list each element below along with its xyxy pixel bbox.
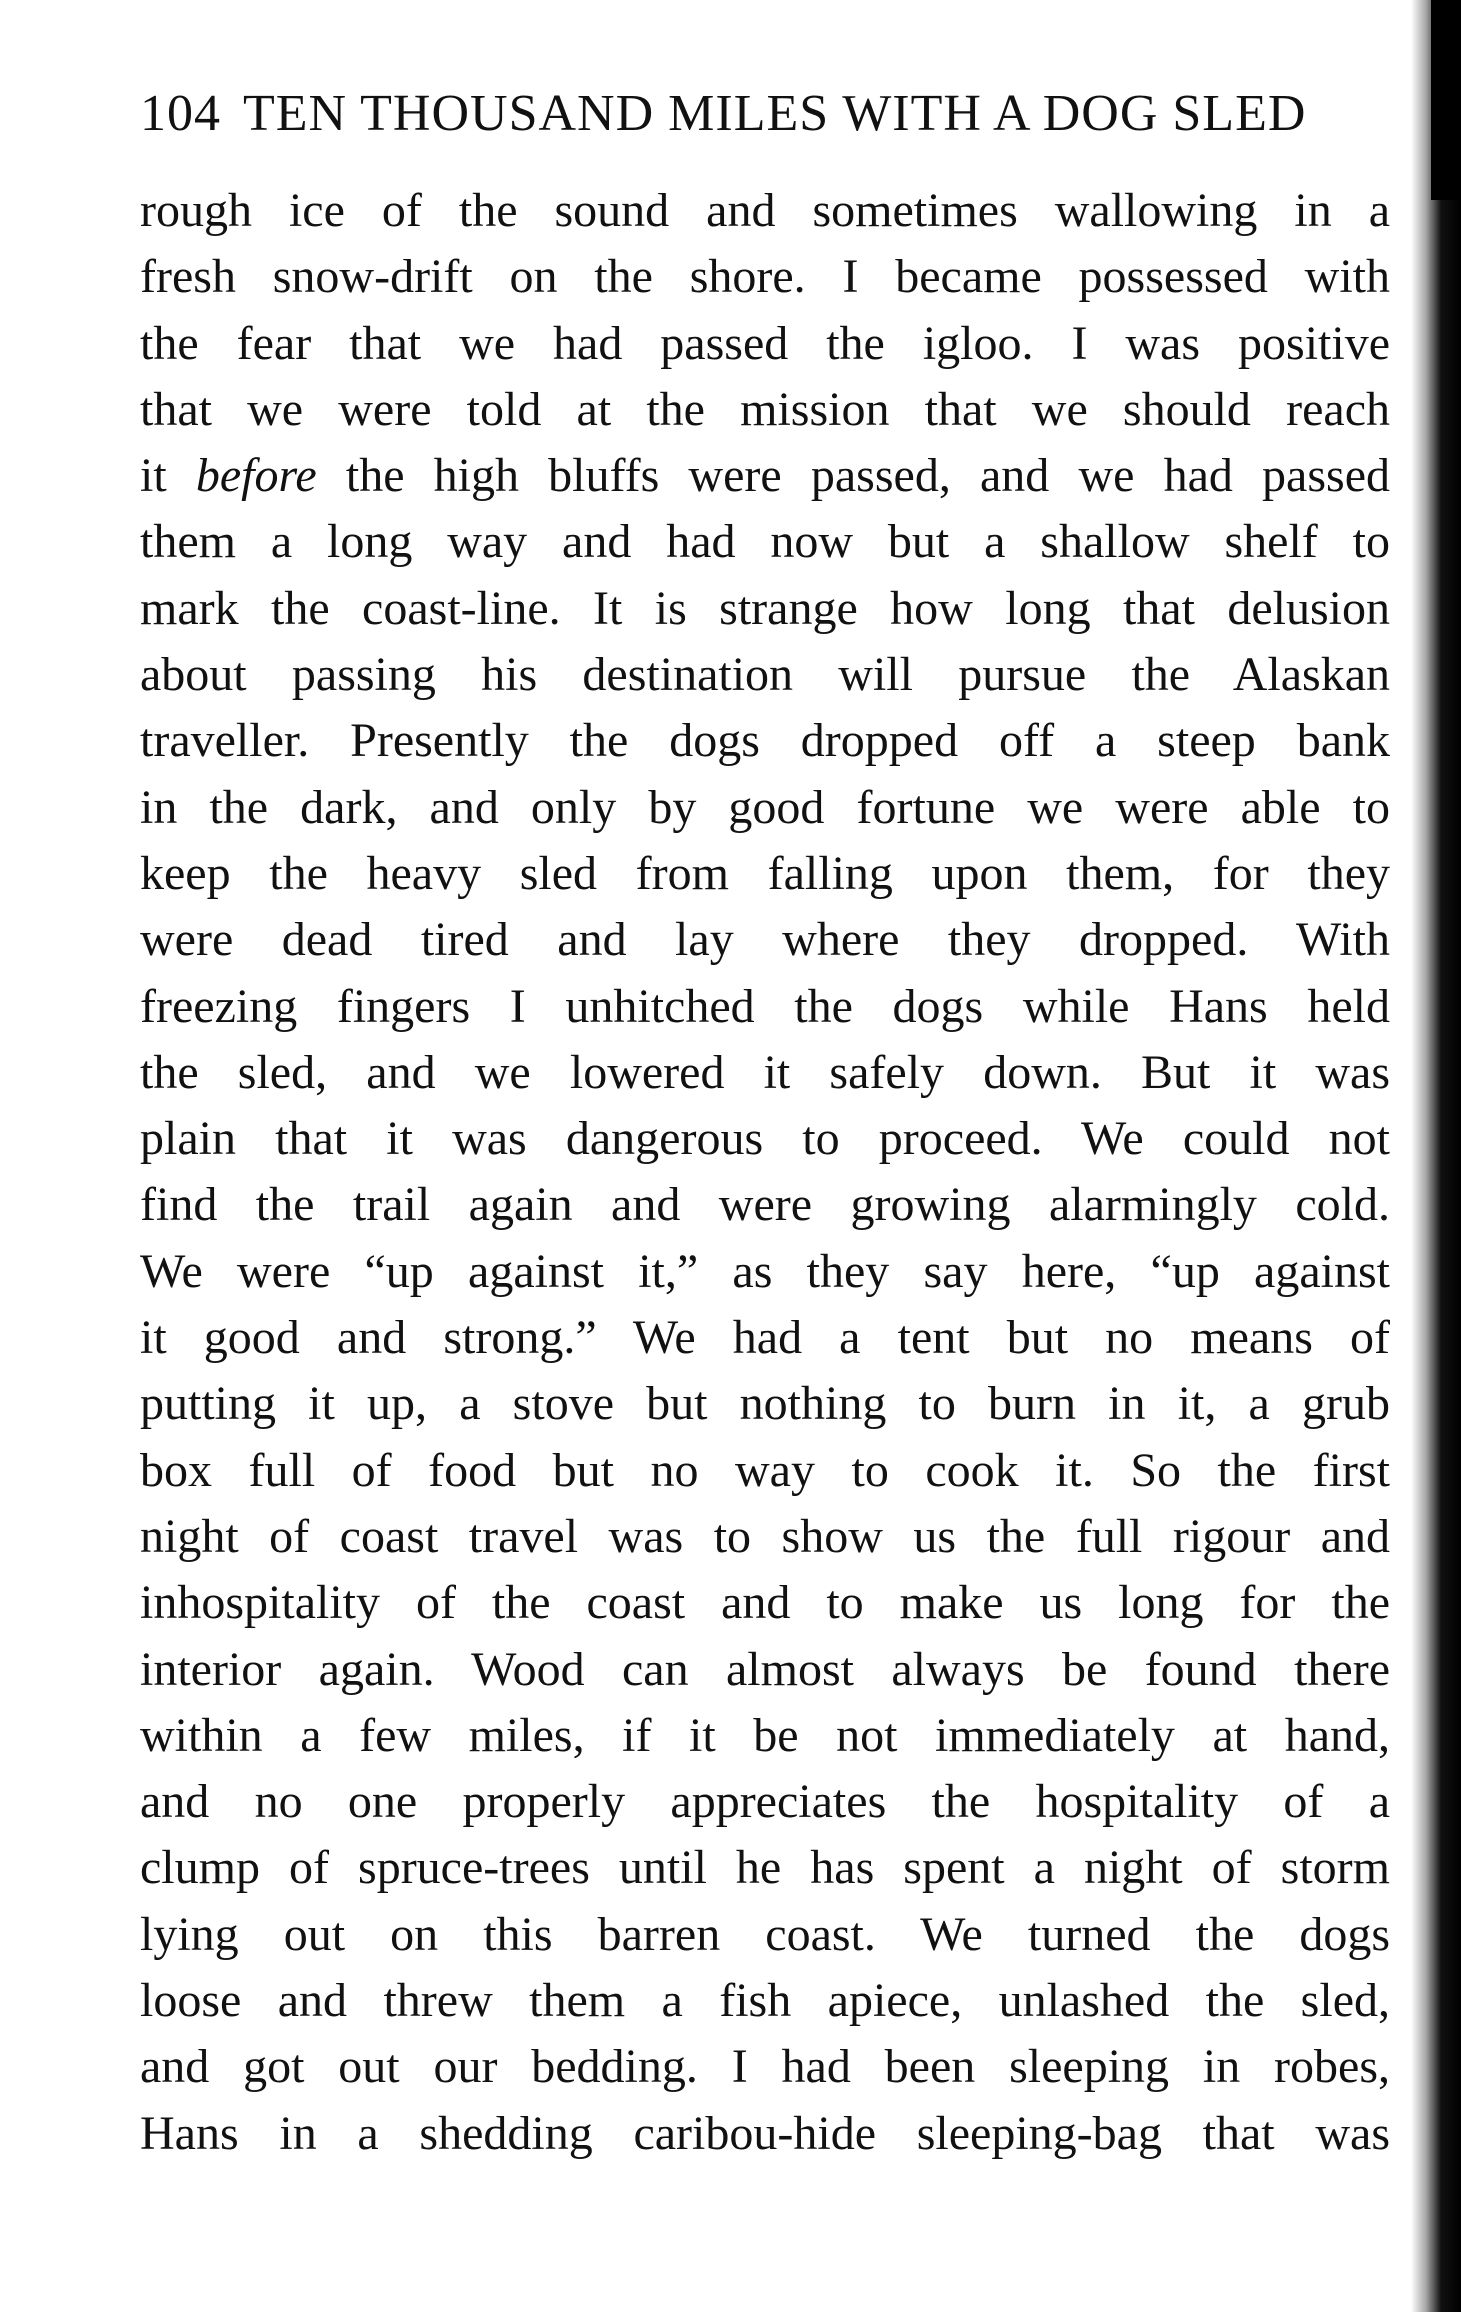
- text-fragment: it: [140, 449, 167, 503]
- text-line: clump of spruce-trees until he has spent a night of storm: [140, 1841, 1390, 1895]
- text-line: traveller. Presently the dogs dropped off a steep bank: [140, 714, 1390, 768]
- text-line: them a long way and had now but a shallow shelf to: [140, 515, 1390, 569]
- text-line: inhospitality of the coast and to make us long for the: [140, 1576, 1390, 1630]
- body-text: [140, 178, 1390, 2167]
- page-number: 104: [140, 85, 221, 142]
- text-line: rough ice of the sound and sometimes wallowing in a: [140, 184, 1390, 237]
- text-line: lying out on this barren coast. We turned the dogs: [140, 1907, 1390, 1961]
- text-line: within a few miles, if it be not immediately at hand,: [140, 1708, 1390, 1762]
- text-line: were dead tired and lay where they dropped. With: [140, 913, 1390, 967]
- text-line: night of coast travel was to show us the full rigour and: [140, 1509, 1390, 1563]
- text-line: and no one properly appreciates the hospitality of a: [140, 1775, 1390, 1829]
- text-line: plain that it was dangerous to proceed. We could not: [140, 1112, 1390, 1166]
- scan-shadow-corner: [1431, 0, 1461, 200]
- text-line: about passing his destination will pursue the Alaskan: [140, 648, 1390, 702]
- text-line: fresh snow-drift on the shore. I became possessed with: [140, 250, 1390, 304]
- text-line: and got out our bedding. I had been sleeping in robes,: [140, 2040, 1390, 2094]
- text-line: the fear that we had passed the igloo. I was positive: [140, 316, 1390, 370]
- text-line: that we were told at the mission that we should reach: [140, 382, 1390, 436]
- scan-shadow-edge: [1411, 0, 1461, 2312]
- text-line: in the dark, and only by good fortune we were able to: [140, 780, 1390, 834]
- text-line: Hans in a shedding caribou-hide sleeping-bag that was: [140, 2106, 1390, 2160]
- text-line: the sled, and we lowered it safely down. But it was: [140, 1045, 1390, 1099]
- running-head: [140, 78, 1410, 150]
- italic-word: before: [195, 449, 317, 503]
- text-fragment: the high bluffs were passed, and we had passed: [345, 449, 1390, 503]
- text-line: freezing fingers I unhitched the dogs while Hans held: [140, 979, 1390, 1033]
- text-line: box full of food but no way to cook it. So the first: [140, 1443, 1390, 1497]
- text-line: mark the coast-line. It is strange how long that delusion: [140, 581, 1390, 635]
- text-line: putting it up, a stove but nothing to burn in it, a grub: [140, 1377, 1390, 1431]
- text-line: [140, 443, 1390, 509]
- text-line: interior again. Wood can almost always be found there: [140, 1642, 1390, 1696]
- text-line: find the trail again and were growing alarmingly cold.: [140, 1178, 1390, 1232]
- text-line: keep the heavy sled from falling upon them, for they: [140, 846, 1390, 900]
- text-line: loose and threw them a fish apiece, unlashed the sled,: [140, 1974, 1390, 2028]
- running-title: TEN THOUSAND MILES WITH A DOG SLED: [243, 85, 1307, 142]
- text-line: it good and strong.” We had a tent but no means of: [140, 1311, 1390, 1365]
- text-line: We were “up against it,” as they say here, “up against: [140, 1244, 1390, 1298]
